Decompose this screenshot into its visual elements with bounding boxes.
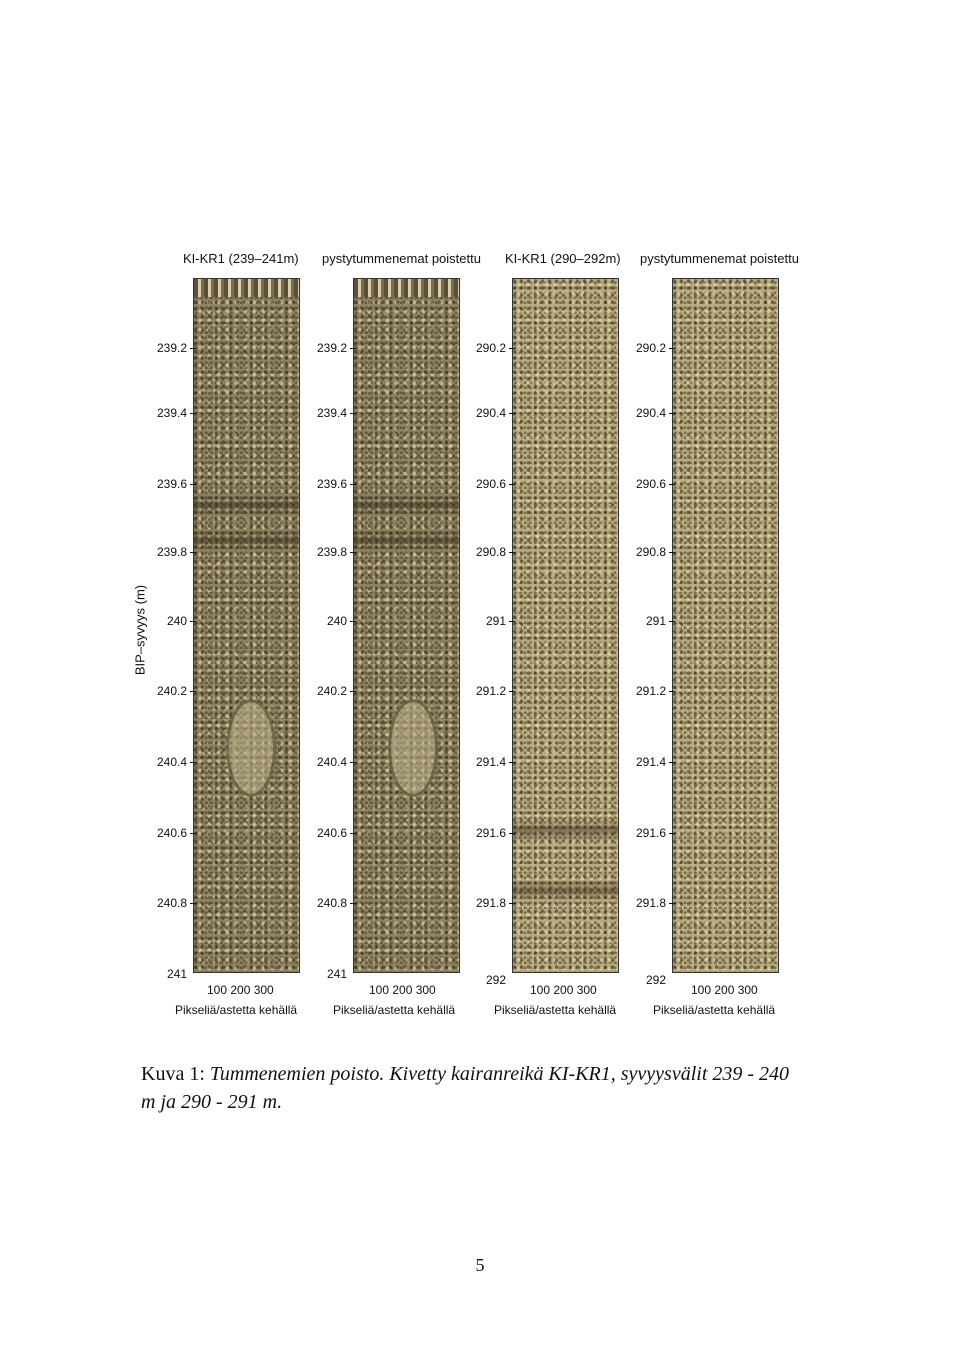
depth-tick-label: 290.8 [475,545,506,559]
depth-bottom-label: 241 [166,967,187,981]
depth-tick-mark [509,691,515,692]
borehole-image-4 [672,278,779,973]
x-axis-label-3: Pikseliä/astetta kehällä [494,1003,617,1017]
depth-tick-label: 239.2 [156,341,187,355]
depth-tick-mark [190,552,196,553]
depth-tick-label: 240 [326,614,347,628]
dark-band [354,494,459,516]
depth-tick-mark [350,552,356,553]
depth-tick-mark [190,691,196,692]
depth-bottom-label: 292 [485,973,506,987]
dark-band [194,529,299,551]
depth-tick-label: 290.4 [635,406,666,420]
borehole-image-3 [512,278,619,973]
depth-tick-label: 291.6 [475,826,506,840]
image-top-band [194,279,299,297]
borehole-image-1 [193,278,300,973]
depth-tick-mark [190,621,196,622]
depth-tick-label: 290.8 [635,545,666,559]
depth-tick-mark [350,484,356,485]
depth-tick-mark [509,833,515,834]
depth-tick-label: 291.4 [635,755,666,769]
depth-tick-label: 239.2 [316,341,347,355]
depth-tick-mark [190,762,196,763]
x-axis-label-2: Pikseliä/astetta kehällä [333,1003,456,1017]
depth-tick-label: 291.2 [635,684,666,698]
depth-tick-label: 240.2 [316,684,347,698]
panel-header-1: KI-KR1 (239–241m) [183,251,299,266]
y-axis-label: BIP–syvyys (m) [132,584,148,676]
depth-tick-mark [509,484,515,485]
depth-bottom-label: 292 [645,973,666,987]
depth-tick-mark [190,484,196,485]
depth-tick-label: 240.6 [156,826,187,840]
depth-tick-mark [509,621,515,622]
depth-tick-mark [190,903,196,904]
depth-tick-label: 239.6 [316,477,347,491]
depth-tick-label: 291.2 [475,684,506,698]
figure-caption [141,1060,841,1116]
panel-header-2: pystytummenemat poistettu [322,251,481,266]
depth-tick-mark [350,691,356,692]
depth-tick-mark [669,833,675,834]
x-axis-label-1: Pikseliä/astetta kehällä [175,1003,298,1017]
depth-tick-label: 291.8 [635,896,666,910]
depth-tick-mark [350,621,356,622]
depth-tick-mark [669,762,675,763]
x-ticks-3: 100 200 300 [530,983,597,997]
depth-tick-mark [509,348,515,349]
depth-tick-label: 290.6 [475,477,506,491]
depth-tick-mark [669,348,675,349]
depth-tick-mark [350,903,356,904]
depth-tick-mark [350,348,356,349]
depth-tick-mark [509,762,515,763]
depth-tick-mark [350,762,356,763]
depth-tick-label: 291.6 [635,826,666,840]
depth-tick-mark [669,552,675,553]
depth-tick-mark [350,413,356,414]
dark-band [354,529,459,551]
depth-tick-label: 240.6 [316,826,347,840]
x-axis-label-4: Pikseliä/astetta kehällä [653,1003,776,1017]
depth-tick-mark [669,413,675,414]
depth-tick-label: 291 [645,614,666,628]
depth-tick-label: 240.4 [316,755,347,769]
caption-text-line-1: Kivetty kairanreikä KI-KR1, syvyysvälit 239 - 240 [384,1063,790,1085]
depth-tick-mark [509,413,515,414]
depth-tick-mark [669,621,675,622]
depth-tick-label: 240.8 [156,896,187,910]
core-ellipse-feature [388,699,438,797]
depth-tick-mark [669,691,675,692]
panel-header-4: pystytummenemat poistettu [640,251,799,266]
x-ticks-2: 100 200 300 [369,983,436,997]
caption-prefix: Kuva 1: [141,1063,210,1085]
depth-tick-mark [190,348,196,349]
depth-tick-mark [190,833,196,834]
page-number: 5 [475,1255,485,1275]
x-ticks-1: 100 200 300 [207,983,274,997]
depth-tick-label: 240.2 [156,684,187,698]
depth-tick-label: 240.4 [156,755,187,769]
depth-tick-label: 239.8 [316,545,347,559]
depth-tick-mark [509,552,515,553]
dark-band [513,879,618,901]
depth-tick-label: 291.8 [475,896,506,910]
depth-tick-label: 290.2 [635,341,666,355]
depth-tick-label: 239.6 [156,477,187,491]
depth-tick-label: 239.4 [156,406,187,420]
depth-tick-label: 240.8 [316,896,347,910]
depth-tick-mark [190,413,196,414]
depth-tick-mark [669,903,675,904]
depth-tick-label: 239.4 [316,406,347,420]
depth-tick-label: 290.2 [475,341,506,355]
depth-tick-mark [350,833,356,834]
depth-tick-mark [509,903,515,904]
dark-band [513,819,618,841]
x-ticks-4: 100 200 300 [691,983,758,997]
caption-text-line-2: m ja 290 - 291 m. [141,1091,283,1113]
borehole-image-2 [353,278,460,973]
panel-header-3: KI-KR1 (290–292m) [505,251,621,266]
caption-title: Tummenemien poisto. [209,1063,385,1085]
depth-tick-label: 240 [166,614,187,628]
depth-tick-label: 290.4 [475,406,506,420]
depth-tick-label: 291.4 [475,755,506,769]
depth-tick-mark [669,484,675,485]
depth-tick-label: 291 [485,614,506,628]
dark-band [194,494,299,516]
core-ellipse-feature [226,699,276,797]
depth-bottom-label: 241 [326,967,347,981]
depth-tick-label: 239.8 [156,545,187,559]
image-top-band [354,279,459,297]
depth-tick-label: 290.6 [635,477,666,491]
